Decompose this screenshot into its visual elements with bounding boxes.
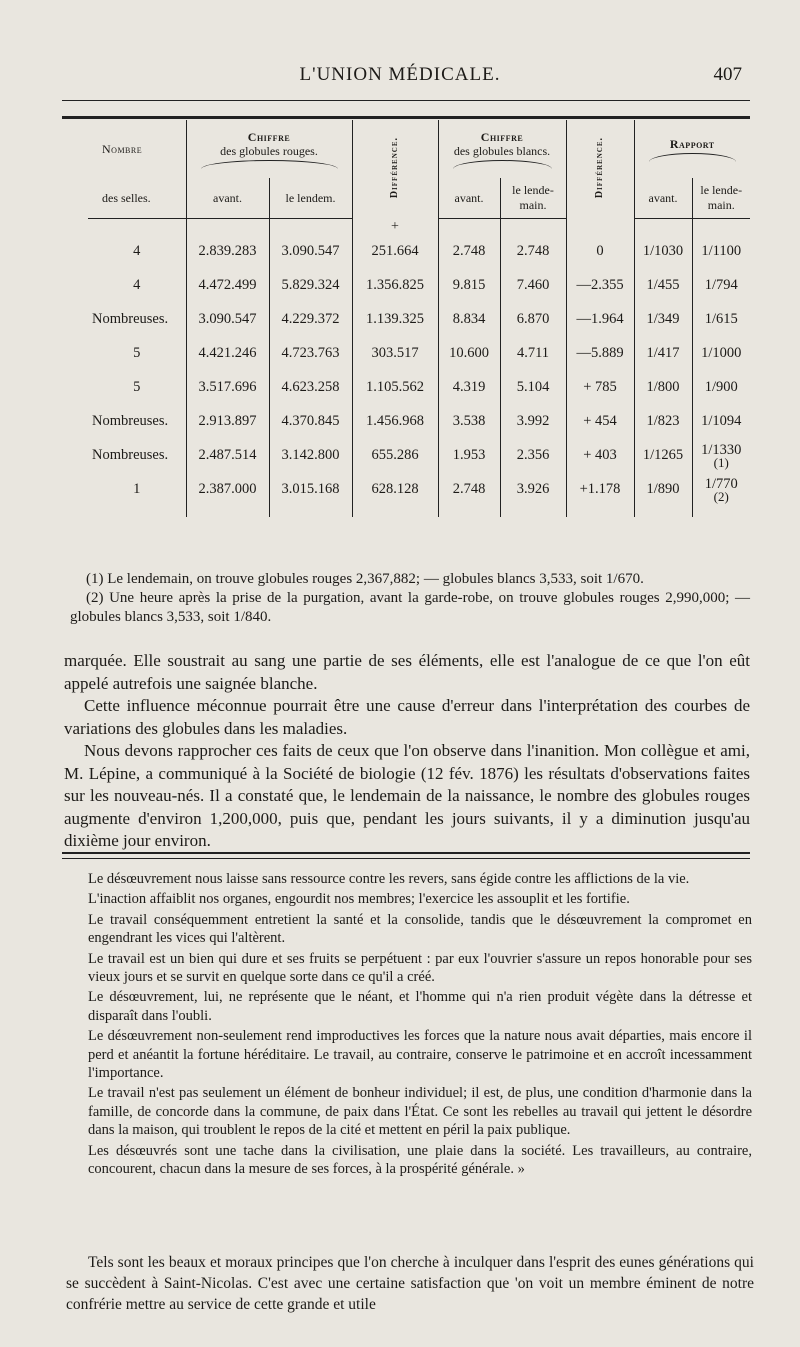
cell-rapport-lendem	[692, 405, 750, 439]
cell-difference	[352, 473, 438, 507]
cell-selles	[88, 303, 186, 337]
cell-rapport-lendem	[692, 337, 750, 371]
table-row	[88, 235, 750, 269]
body-paragraph: marquée. Elle soustrait au sang une partie de ses éléments, elle est l'analogue de ce que l'on eût appelé autrefois une saignée blanche.	[64, 651, 750, 693]
cell-difference-2	[566, 439, 634, 473]
cell-rapport-lendem-value: 1/770	[704, 476, 738, 492]
cell-selles	[88, 405, 186, 439]
cell-rouges-lendem-value: 4.229.372	[281, 311, 340, 327]
cell-rapport-avant-value: 1/349	[646, 311, 680, 327]
cell-rouges-lendem	[269, 405, 352, 439]
cell-selles-value: 4	[133, 243, 141, 259]
cell-blancs-lendem-value: 6.870	[516, 311, 550, 327]
cell-selles-value: 1	[133, 481, 141, 497]
cell-rouges-avant	[186, 235, 269, 269]
cell-rouges-lendem-value: 3.015.168	[281, 481, 340, 497]
cell-blancs-lendem	[500, 405, 566, 439]
header-difference-2-label: Différence.	[594, 137, 605, 199]
cell-rapport-lendem	[692, 371, 750, 405]
cell-difference	[352, 439, 438, 473]
header-blancs-avant: avant.	[438, 178, 500, 219]
cell-rouges-avant-value: 4.472.499	[198, 277, 257, 293]
header-blancs-lendemain: le lende-main.	[500, 178, 566, 219]
cell-rapport-avant	[634, 337, 692, 371]
cell-blancs-lendem	[500, 269, 566, 303]
closing-paragraph: Tels sont les beaux et moraux principes que l'on cherche à inculquer dans l'esprit des eunes générations qui se succèdent à Saint-Nicolas. C'est avec une certaine satisfaction que 'on voit un membre éminent de notre confrérie mettre au service de cette grande et utile	[66, 1254, 754, 1313]
cell-rapport-lendem-value: 1/1100	[701, 243, 742, 259]
quote-paragraph: L'inaction affaiblit nos organes, engourdit nos membres; l'exercice les assouplit et les fortifie.	[88, 891, 630, 908]
cell-selles-value: 5	[133, 379, 141, 395]
cell-blancs-lendem	[500, 439, 566, 473]
cell-rouges-lendem	[269, 473, 352, 507]
header-blancs	[438, 120, 566, 178]
cell-difference-2-value: —5.889	[576, 345, 624, 361]
quoted-text	[88, 870, 752, 1181]
cell-blancs-avant-value: 8.834	[452, 311, 486, 327]
cell-blancs-avant	[438, 235, 500, 269]
header-rapport-brace	[649, 153, 737, 162]
table-row	[88, 371, 750, 405]
cell-blancs-lendem-value: 2.748	[516, 243, 550, 259]
header-difference	[352, 120, 438, 219]
footnote-2: (2) Une heure après la prise de la purgation, avant la garde-robe, on trouve globules rouges 2,990,000; — globules blancs 3,533, soit 1/840.	[70, 590, 750, 625]
section-rule-thin	[62, 858, 750, 859]
quote-paragraph: Le désœuvrement, lui, ne représente que le néant, et l'homme qui n'a rien produit végète dans la détresse et disparaît dans l'oubli.	[88, 989, 752, 1024]
quote-paragraph: Le désœuvrement nous laisse sans ressource contre les revers, sans égide contre les afflictions de la vie.	[88, 871, 690, 887]
header-nombre-sub: des selles.	[88, 178, 186, 219]
header-blancs-line2: des globules blancs.	[453, 143, 551, 158]
cell-rouges-lendem	[269, 439, 352, 473]
cell-blancs-lendem-value: 4.711	[516, 345, 550, 361]
cell-rapport-lendem-value: 1/794	[704, 277, 738, 293]
section-rule	[62, 852, 750, 854]
cell-difference	[352, 303, 438, 337]
cell-blancs-lendem	[500, 235, 566, 269]
header-rouges-brace	[201, 160, 338, 169]
cell-selles	[88, 439, 186, 473]
journal-title: L'UNION MÉDICALE.	[299, 64, 501, 85]
header-nombre-line1: Nombre	[102, 142, 143, 156]
header-rouges-line1: Chiffre	[247, 129, 291, 144]
cell-blancs-lendem-value: 3.992	[516, 413, 550, 429]
footnotes	[70, 570, 750, 627]
cell-selles	[88, 473, 186, 507]
table-row	[88, 269, 750, 303]
header-rouges-lendem: le lendem.	[269, 178, 352, 219]
cell-difference	[352, 235, 438, 269]
cell-difference-2-value: + 785	[583, 379, 617, 395]
cell-selles-value: Nombreuses.	[92, 447, 169, 463]
cell-blancs-avant-value: 2.748	[452, 481, 486, 497]
cell-rapport-lendem-value: 1/1330	[701, 442, 742, 458]
cell-difference-value: 628.128	[371, 481, 419, 497]
cell-difference	[352, 371, 438, 405]
cell-difference-2-value: + 403	[583, 447, 617, 463]
header-rouges-avant: avant.	[186, 178, 269, 219]
cell-rapport-lendem	[692, 473, 750, 507]
header-rapport-line1: Rapport	[669, 136, 715, 151]
cell-rouges-avant-value: 2.839.283	[198, 243, 257, 259]
cell-difference-2	[566, 337, 634, 371]
cell-difference-2-value: 0	[596, 243, 604, 259]
cell-rouges-lendem	[269, 269, 352, 303]
cell-difference-2	[566, 405, 634, 439]
cell-difference-2	[566, 371, 634, 405]
cell-rouges-avant	[186, 439, 269, 473]
cell-rouges-avant-value: 3.090.547	[198, 311, 257, 327]
quote-paragraph: Les désœuvrés sont une tache dans la civilisation, une plaie dans la société. Les travailleurs, au contraire, concourent, chacun dans la mesure de ses forces, à la prospérité générale. »	[88, 1142, 752, 1178]
body-paragraph: Nous devons rapprocher ces faits de ceux que l'on observe dans l'inanition. Mon collègue et ami, M. Lépine, a communiqué à la Société de biologie (12 fév. 1876) les résultats d'observations faites sur les nouveau-nés. Il a constaté que, le lendemain de la naissance, le nombre des globules rouges augmente d'environ 1,200,000, puis que, pendant les jours suivants, il y a diminution jusqu'au dixième jour environ.	[64, 741, 750, 850]
cell-blancs-lendem	[500, 337, 566, 371]
header-difference-2	[566, 120, 634, 219]
cell-difference	[352, 405, 438, 439]
quote-paragraph: Le travail n'est pas seulement un élément de bonheur individuel; il est, de plus, une condition d'harmonie dans la famille, de concorde dans la commune, de paix dans l'État. Ce sont les rebelles au travail qui jettent le désordre dans la maison, qui troublent le repos de la cité et mettent en péril la paix publique.	[88, 1085, 752, 1139]
cell-difference	[352, 269, 438, 303]
table-row	[88, 303, 750, 337]
cell-blancs-lendem-value: 3.926	[516, 481, 550, 497]
running-head	[0, 62, 800, 92]
cell-blancs-avant-value: 2.748	[452, 243, 486, 259]
body-paragraph: Cette influence méconnue pourrait être une cause d'erreur dans l'interprétation des courbes de variations des globules dans les maladies.	[64, 696, 750, 738]
cell-rapport-avant-value: 1/1265	[642, 447, 684, 463]
blood-count-table	[88, 120, 750, 517]
table-body	[88, 235, 750, 507]
cell-blancs-avant-value: 10.600	[449, 345, 489, 361]
cell-difference-2	[566, 303, 634, 337]
cell-rouges-lendem-value: 5.829.324	[281, 277, 340, 293]
cell-rapport-avant-value: 1/890	[646, 481, 680, 497]
cell-rapport-lendem	[692, 303, 750, 337]
cell-blancs-avant	[438, 337, 500, 371]
cell-rapport-lendem-value: 1/1000	[701, 345, 742, 361]
cell-rouges-avant	[186, 269, 269, 303]
cell-difference-value: 1.456.968	[366, 413, 424, 429]
cell-rouges-lendem-value: 4.370.845	[281, 413, 340, 429]
cell-difference-2	[566, 473, 634, 507]
cell-difference-2	[566, 269, 634, 303]
cell-rapport-avant-value: 1/455	[646, 277, 680, 293]
cell-selles-value: Nombreuses.	[92, 311, 169, 327]
cell-rouges-lendem	[269, 303, 352, 337]
cell-blancs-avant	[438, 269, 500, 303]
cell-rapport-avant-value: 1/417	[646, 345, 680, 361]
closing-text	[66, 1252, 754, 1315]
cell-difference-value: 251.664	[371, 243, 419, 259]
table-row	[88, 473, 750, 507]
cell-difference-value: 1.139.325	[366, 311, 424, 327]
table-top-rule	[62, 116, 750, 119]
cell-difference-2	[566, 235, 634, 269]
cell-rapport-lendem	[692, 269, 750, 303]
header-rouges	[186, 120, 352, 178]
cell-selles-value: Nombreuses.	[92, 413, 169, 429]
cell-difference-2-value: + 454	[583, 413, 617, 429]
cell-rouges-lendem	[269, 235, 352, 269]
cell-blancs-lendem	[500, 473, 566, 507]
cell-rapport-avant	[634, 439, 692, 473]
cell-rouges-avant-value: 2.913.897	[198, 413, 257, 429]
cell-rouges-lendem	[269, 337, 352, 371]
header-blancs-brace	[453, 160, 552, 169]
header-rapport	[634, 120, 750, 178]
cell-blancs-avant	[438, 371, 500, 405]
cell-rapport-avant-value: 1/800	[646, 379, 680, 395]
page-number: 407	[713, 64, 742, 85]
cell-rapport-lendem-value: 1/615	[704, 311, 738, 327]
cell-rapport-lendem	[692, 439, 750, 473]
footnote-1: (1) Le lendemain, on trouve globules rouges 2,367,882; — globules blancs 3,533, soit 1/670.	[86, 571, 644, 587]
cell-rouges-lendem	[269, 371, 352, 405]
body-text	[64, 650, 750, 853]
cell-difference-2-value: —1.964	[576, 311, 624, 327]
header-difference-label: Différence.	[389, 137, 400, 199]
cell-rouges-avant	[186, 337, 269, 371]
cell-rapport-avant	[634, 371, 692, 405]
cell-blancs-lendem	[500, 371, 566, 405]
cell-difference-value: 1.356.825	[366, 277, 424, 293]
cell-blancs-lendem-value: 7.460	[516, 277, 550, 293]
cell-rapport-lendem-value: 1/1094	[701, 413, 742, 429]
cell-rouges-avant-value: 2.487.514	[198, 447, 257, 463]
cell-blancs-avant-value: 3.538	[452, 413, 486, 429]
cell-rapport-avant	[634, 405, 692, 439]
table-row	[88, 337, 750, 371]
cell-rapport-avant-value: 1/1030	[642, 243, 684, 259]
header-rapport-lendemain: le lende-main.	[692, 178, 750, 219]
header-nombre	[88, 120, 186, 178]
cell-rouges-avant	[186, 473, 269, 507]
cell-blancs-avant	[438, 473, 500, 507]
cell-rouges-avant-value: 4.421.246	[198, 345, 257, 361]
table-row	[88, 439, 750, 473]
cell-difference-2-value: +1.178	[579, 481, 621, 497]
cell-rapport-avant	[634, 303, 692, 337]
header-blancs-line1: Chiffre	[480, 129, 524, 144]
cell-rapport-avant	[634, 235, 692, 269]
cell-blancs-lendem-value: 2.356	[516, 447, 550, 463]
cell-rouges-lendem-value: 3.142.800	[281, 447, 340, 463]
table-row	[88, 405, 750, 439]
quote-paragraph: Le désœuvrement non-seulement rend improductives les forces que la nature nous avait départies, mais encore il perd et anéantit la fortune héréditaire. Le travail, au contraire, conserve le patrimoine et en accroît incessamment l'importance.	[88, 1028, 752, 1082]
cell-rapport-lendem	[692, 235, 750, 269]
footnote-marker: (1)	[713, 455, 729, 470]
cell-difference	[352, 337, 438, 371]
plus-sign: +	[352, 219, 438, 235]
cell-rouges-lendem-value: 3.090.547	[281, 243, 340, 259]
header-rouges-line2: des globules rouges.	[220, 143, 318, 158]
cell-difference-value: 303.517	[371, 345, 419, 361]
cell-rapport-avant	[634, 473, 692, 507]
cell-selles	[88, 269, 186, 303]
cell-blancs-avant	[438, 303, 500, 337]
cell-selles	[88, 371, 186, 405]
cell-selles-value: 4	[133, 277, 141, 293]
cell-blancs-avant-value: 4.319	[452, 379, 486, 395]
cell-rouges-avant	[186, 303, 269, 337]
header-rapport-avant: avant.	[634, 178, 692, 219]
cell-selles	[88, 235, 186, 269]
cell-rouges-lendem-value: 4.723.763	[281, 345, 340, 361]
cell-difference-value: 1.105.562	[366, 379, 424, 395]
quote-paragraph: Le travail conséquemment entretient la santé et la consolide, tandis que le désœuvrement la compromet en engendrant les vices qui l'altèrent.	[88, 911, 752, 947]
cell-selles	[88, 337, 186, 371]
footnote-marker: (2)	[713, 489, 729, 504]
cell-difference-value: 655.286	[371, 447, 419, 463]
cell-rouges-avant-value: 3.517.696	[198, 379, 257, 395]
cell-rouges-avant	[186, 371, 269, 405]
cell-rapport-avant	[634, 269, 692, 303]
cell-blancs-avant	[438, 439, 500, 473]
cell-blancs-lendem	[500, 303, 566, 337]
cell-blancs-lendem-value: 5.104	[516, 379, 550, 395]
cell-blancs-avant-value: 1.953	[452, 447, 486, 463]
quote-paragraph: Le travail est un bien qui dure et ses fruits se perpétuent : par eux l'ouvrier s'assure un repos honorable pour ses vieux jours et se survit en quelque sorte dans ce qu'il a créé.	[88, 950, 752, 986]
cell-rouges-lendem-value: 4.623.258	[281, 379, 340, 395]
cell-difference-2-value: —2.355	[576, 277, 624, 293]
cell-selles-value: 5	[133, 345, 141, 361]
cell-rouges-avant-value: 2.387.000	[198, 481, 257, 497]
cell-rapport-avant-value: 1/823	[646, 413, 680, 429]
cell-blancs-avant-value: 9.815	[452, 277, 486, 293]
cell-rapport-lendem-value: 1/900	[704, 379, 738, 395]
cell-rouges-avant	[186, 405, 269, 439]
cell-blancs-avant	[438, 405, 500, 439]
header-rule	[62, 100, 750, 101]
